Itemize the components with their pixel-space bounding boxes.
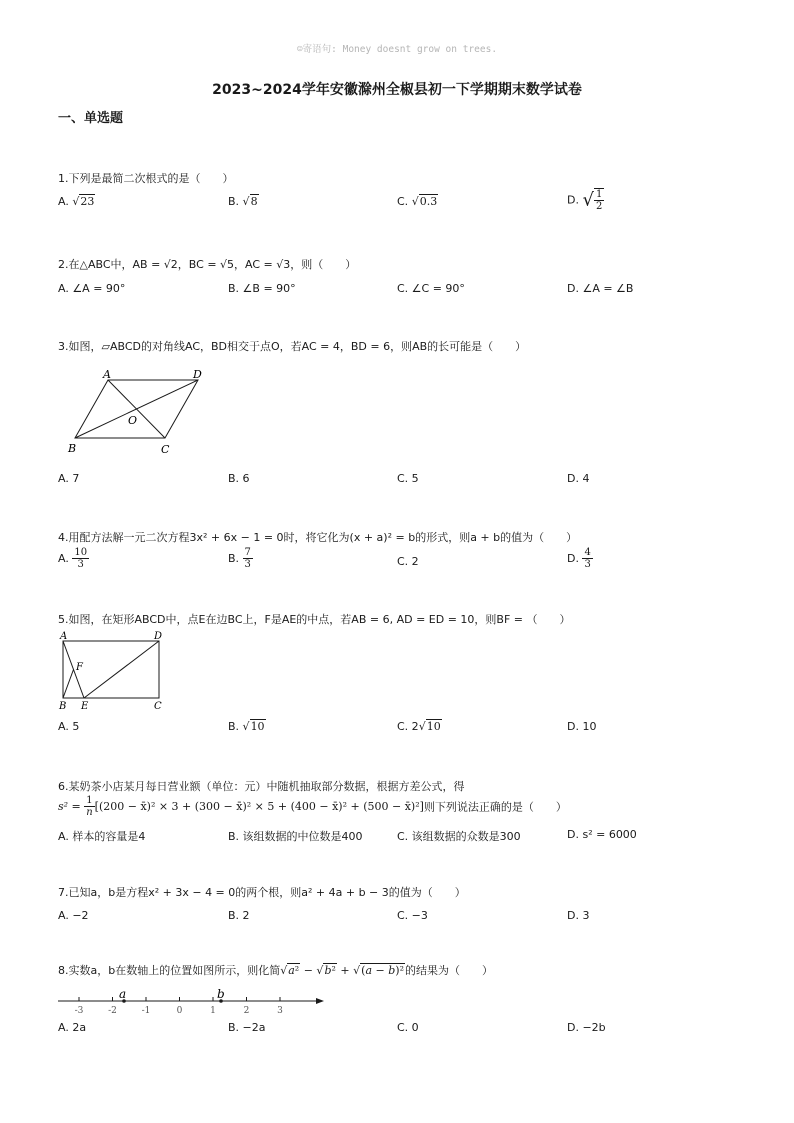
q8-option-d[interactable]: D. −2b: [567, 1021, 606, 1034]
q2-option-b[interactable]: B. ∠B = 90°: [228, 282, 296, 295]
q8-option-c[interactable]: C. 0: [397, 1021, 419, 1034]
q8-option-a[interactable]: A. 2a: [58, 1021, 87, 1034]
number-line-figure: [58, 984, 328, 1018]
label-c: C: [154, 701, 162, 712]
q6-option-c[interactable]: C. 该组数据的众数是300: [397, 830, 521, 843]
q5-option-a[interactable]: A. 5: [58, 720, 80, 733]
q1-option-b[interactable]: B. √8: [228, 195, 258, 208]
question-4-stem: 4.用配方法解一元二次方程3x² + 6x − 1 = 0时，将它化为(x + a)² = b的形式，则a + b的值为（ ）: [58, 531, 578, 544]
q1-option-c[interactable]: C. √0.3: [397, 195, 438, 208]
label-b: B: [68, 442, 77, 455]
q1-option-d[interactable]: D. √ $\frac{1}{2}$: [567, 189, 603, 212]
label-a: A: [60, 631, 68, 642]
q2-option-a[interactable]: A. ∠A = 90°: [58, 282, 126, 295]
tick-label: 1: [210, 1006, 216, 1016]
q6-option-d[interactable]: D. s² = 6000: [567, 828, 637, 841]
q3-option-c[interactable]: C. 5: [397, 472, 419, 485]
tick-label: 3: [277, 1006, 283, 1016]
q3-option-a[interactable]: A. 7: [58, 472, 80, 485]
label-f: F: [76, 662, 83, 673]
q2-option-d[interactable]: D. ∠A = ∠B: [567, 282, 634, 295]
question-7-stem: 7.已知a，b是方程x² + 3x − 4 = 0的两个根，则a² + 4a + b − 3的值为（ ）: [58, 886, 466, 899]
point-a-label: a: [119, 987, 127, 1001]
tick-label: -1: [141, 1006, 151, 1016]
rectangle-figure: [56, 628, 171, 714]
q4-option-b[interactable]: B. $\frac{7}{3}$: [228, 547, 251, 570]
q3-option-d[interactable]: D. 4: [567, 472, 590, 485]
q8-option-b[interactable]: B. −2a: [228, 1021, 266, 1034]
question-8-stem: 8.实数a，b在数轴上的位置如图所示，则化简√a² − √b² + √(a − b)²的结果为（ ）: [58, 964, 493, 977]
q6-option-b[interactable]: B. 该组数据的中位数是400: [228, 830, 363, 843]
q1-option-a[interactable]: A. √23: [58, 195, 95, 208]
question-5-stem: 5.如图，在矩形ABCD中，点E在边BC上，F是AE的中点，若AB = 6, AD = ED = 10，则BF = （ ）: [58, 613, 571, 626]
q3-option-b[interactable]: B. 6: [228, 472, 250, 485]
q5-option-d[interactable]: D. 10: [567, 720, 597, 733]
label-a: A: [103, 368, 111, 381]
label-b: B: [59, 701, 67, 712]
q4-option-a[interactable]: A. $\frac{10}{3}$: [58, 547, 88, 570]
label-o: O: [128, 414, 138, 427]
tick-label: 2: [243, 1006, 250, 1016]
q5-option-b[interactable]: B. √10: [228, 720, 265, 733]
question-6-stem: 6.某奶茶小店某月每日营业额（单位：元）中随机抽取部分数据，根据方差公式，得: [58, 780, 465, 793]
q4-option-c[interactable]: C. 2: [397, 555, 419, 568]
q2-option-c[interactable]: C. ∠C = 90°: [397, 282, 465, 295]
q7-option-b[interactable]: B. 2: [228, 909, 250, 922]
q4-option-d[interactable]: D. $\frac{4}{3}$: [567, 547, 591, 570]
tick-label: 0: [176, 1006, 183, 1016]
label-e: E: [81, 701, 89, 712]
q7-option-d[interactable]: D. 3: [567, 909, 590, 922]
question-2-stem: 2.在△ABC中，AB = √2，BC = √5，AC = √3，则（ ）: [58, 258, 357, 271]
label-d: D: [193, 368, 202, 381]
q6-variance-formula: s² = $\frac{1}{n}$ [(200 − x̄)² × 3 + (300 − x̄)² × 5 + (400 − x̄)² + (500 − x̄)²]则下列说法正确的是（ ）: [58, 795, 567, 818]
point-b-label: b: [217, 987, 225, 1001]
tick-label: -3: [74, 1006, 84, 1016]
tick-label: -2: [108, 1006, 117, 1016]
q7-option-a[interactable]: A. −2: [58, 909, 89, 922]
parallelogram-figure: [60, 365, 220, 460]
section-heading: 一、单选题: [58, 111, 124, 126]
q7-option-c[interactable]: C. −3: [397, 909, 428, 922]
question-1-stem: 1.下列是最简二次根式的是（ ）: [58, 172, 234, 185]
question-3-stem: 3.如图，▱ABCD的对角线AC，BD相交于点O，若AC = 4，BD = 6，则AB的长可能是（ ）: [58, 340, 527, 353]
q6-option-a[interactable]: A. 样本的容量是4: [58, 830, 146, 843]
label-d: D: [154, 631, 163, 642]
q5-option-c[interactable]: C. 2√10: [397, 720, 441, 733]
label-c: C: [161, 443, 170, 456]
watermark: ☺寄语句: Money doesnt grow on trees.: [296, 44, 498, 55]
page-title: 2023~2024学年安徽滁州全椒县初一下学期期末数学试卷: [212, 82, 582, 98]
